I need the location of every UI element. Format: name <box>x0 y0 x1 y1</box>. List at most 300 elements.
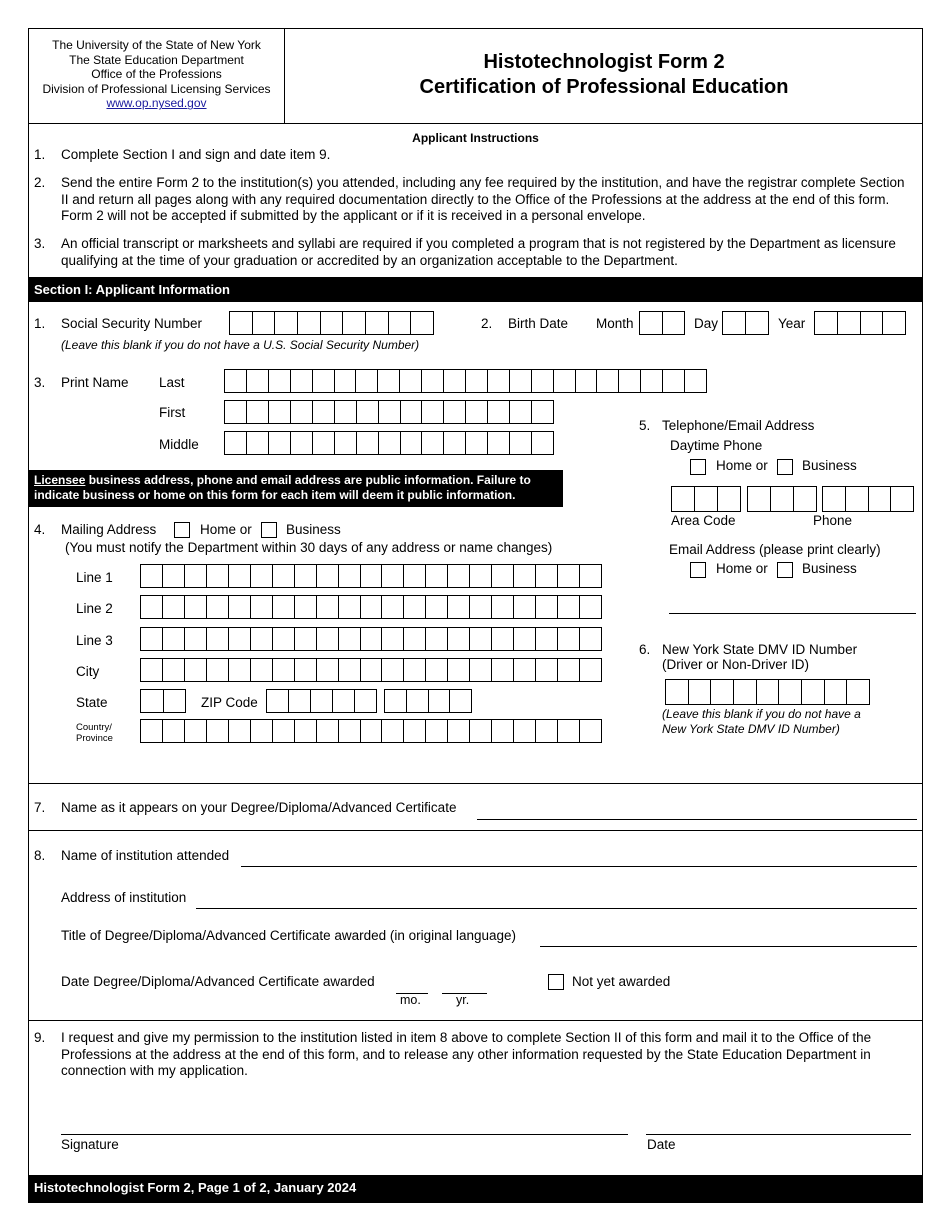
phone-home-checkbox[interactable] <box>690 459 706 475</box>
char-box[interactable] <box>295 628 317 650</box>
char-box[interactable] <box>558 628 580 650</box>
char-box[interactable] <box>361 628 383 650</box>
char-box[interactable] <box>802 680 825 704</box>
char-box[interactable] <box>404 565 426 587</box>
char-box[interactable] <box>247 401 269 423</box>
char-box[interactable] <box>422 370 444 392</box>
char-box[interactable] <box>514 659 536 681</box>
char-box[interactable] <box>580 565 601 587</box>
degree-title-label: Title of Degree/Diploma/Advanced Certificate awarded (in original language) <box>61 928 516 943</box>
char-box[interactable] <box>339 720 361 742</box>
char-box[interactable] <box>532 432 553 454</box>
char-box[interactable] <box>273 565 295 587</box>
char-box[interactable] <box>251 565 273 587</box>
zip-plus4-input[interactable] <box>384 689 472 713</box>
char-box[interactable] <box>295 720 317 742</box>
char-box[interactable] <box>536 720 558 742</box>
char-box[interactable] <box>229 720 251 742</box>
char-box[interactable] <box>295 659 317 681</box>
char-box[interactable] <box>229 659 251 681</box>
char-box[interactable] <box>448 565 470 587</box>
char-box[interactable] <box>448 628 470 650</box>
char-box[interactable] <box>163 720 185 742</box>
ssn-input[interactable] <box>229 311 434 335</box>
char-box[interactable] <box>426 659 448 681</box>
zip-input[interactable] <box>266 689 377 713</box>
char-box[interactable] <box>488 432 510 454</box>
char-box[interactable] <box>339 659 361 681</box>
char-box[interactable] <box>313 401 335 423</box>
degree-name-input-line[interactable] <box>477 819 917 820</box>
char-box[interactable] <box>163 596 185 618</box>
country-label-line2: Province <box>76 733 113 744</box>
birth-date-label: Birth Date <box>508 316 569 331</box>
divider <box>28 1020 923 1021</box>
char-box[interactable] <box>225 401 247 423</box>
char-box[interactable] <box>229 565 251 587</box>
institution-name-input-line[interactable] <box>241 866 917 867</box>
char-box[interactable] <box>734 680 757 704</box>
email-business-label: Business <box>802 561 857 576</box>
address-line1-input[interactable] <box>140 564 602 588</box>
char-box[interactable] <box>379 432 401 454</box>
char-box[interactable] <box>492 596 514 618</box>
char-box[interactable] <box>404 596 426 618</box>
char-box[interactable] <box>317 659 339 681</box>
char-box[interactable] <box>335 401 357 423</box>
address-line1-label: Line 1 <box>76 570 113 585</box>
char-box[interactable] <box>580 596 601 618</box>
instructions-heading: Applicant Instructions <box>412 131 539 145</box>
char-box[interactable] <box>291 370 313 392</box>
area-code-input[interactable] <box>671 486 741 512</box>
char-box[interactable] <box>385 690 407 712</box>
char-box[interactable] <box>356 370 378 392</box>
middle-name-label: Middle <box>159 437 199 452</box>
char-box[interactable] <box>580 628 601 650</box>
item-num: 2. <box>481 316 493 331</box>
dmv-note-line1: (Leave this blank if you do not have a <box>662 707 861 721</box>
char-box[interactable] <box>532 401 553 423</box>
char-box[interactable] <box>695 487 718 511</box>
char-box[interactable] <box>492 628 514 650</box>
char-box[interactable] <box>514 628 536 650</box>
char-box[interactable] <box>339 628 361 650</box>
public-info-notice <box>29 470 563 507</box>
area-code-label: Area Code <box>671 513 736 528</box>
telephone-email-label: Telephone/Email Address <box>662 418 815 433</box>
char-box[interactable] <box>339 565 361 587</box>
first-name-label: First <box>159 405 186 420</box>
char-box[interactable] <box>407 690 429 712</box>
char-box[interactable] <box>357 401 379 423</box>
char-box[interactable] <box>321 312 344 334</box>
char-box[interactable] <box>426 565 448 587</box>
date-input-line[interactable] <box>646 1134 911 1135</box>
char-box[interactable] <box>378 370 400 392</box>
char-box[interactable] <box>207 659 229 681</box>
agency-block <box>29 29 285 123</box>
char-box[interactable] <box>514 596 536 618</box>
char-box[interactable] <box>313 370 335 392</box>
year-caption: yr. <box>456 993 470 1007</box>
char-box[interactable] <box>361 596 383 618</box>
char-box[interactable] <box>450 690 471 712</box>
birth-month-input[interactable] <box>639 311 685 335</box>
ssn-note: (Leave this blank if you do not have a U.S. Social Security Number) <box>61 338 420 352</box>
char-box[interactable] <box>470 659 492 681</box>
char-box[interactable] <box>379 401 401 423</box>
char-box[interactable] <box>663 370 685 392</box>
instruction-num: 3. <box>34 236 46 251</box>
char-box[interactable] <box>251 628 273 650</box>
char-box[interactable] <box>401 401 423 423</box>
char-box[interactable] <box>510 370 532 392</box>
char-box[interactable] <box>298 312 321 334</box>
char-box[interactable] <box>779 680 802 704</box>
char-box[interactable] <box>470 596 492 618</box>
email-business-checkbox[interactable] <box>777 562 793 578</box>
char-box[interactable] <box>488 401 510 423</box>
char-box[interactable] <box>718 487 740 511</box>
phone-label: Phone <box>813 513 853 528</box>
char-box[interactable] <box>207 720 229 742</box>
char-box[interactable] <box>404 628 426 650</box>
char-box[interactable] <box>185 565 207 587</box>
email-input-line[interactable] <box>669 613 916 614</box>
char-box[interactable] <box>757 680 780 704</box>
char-box[interactable] <box>554 370 576 392</box>
first-name-input[interactable] <box>224 400 554 424</box>
char-box[interactable] <box>711 680 734 704</box>
char-box[interactable] <box>663 312 685 334</box>
char-box[interactable] <box>444 432 466 454</box>
divider <box>28 123 923 124</box>
char-box[interactable] <box>422 401 444 423</box>
dmv-label <box>662 642 857 672</box>
char-box[interactable] <box>444 370 466 392</box>
item-num: 7. <box>34 800 46 815</box>
char-box[interactable] <box>466 401 488 423</box>
char-box[interactable] <box>536 659 558 681</box>
char-box[interactable] <box>422 432 444 454</box>
char-box[interactable] <box>510 432 532 454</box>
char-box[interactable] <box>333 690 355 712</box>
address-line2-input[interactable] <box>140 595 602 619</box>
state-label: State <box>76 695 108 710</box>
char-box[interactable] <box>558 565 580 587</box>
char-box[interactable] <box>141 565 163 587</box>
item-num: 8. <box>34 848 46 863</box>
item-num: 9. <box>34 1030 46 1045</box>
address-line2-label: Line 2 <box>76 601 113 616</box>
char-box[interactable] <box>883 312 905 334</box>
char-box[interactable] <box>536 565 558 587</box>
char-box[interactable] <box>514 565 536 587</box>
char-box[interactable] <box>382 596 404 618</box>
char-box[interactable] <box>273 628 295 650</box>
char-box[interactable] <box>389 312 412 334</box>
date-label: Date <box>647 1137 676 1152</box>
birth-day-input[interactable] <box>722 311 769 335</box>
degree-title-input-line[interactable] <box>540 946 917 947</box>
birth-year-input[interactable] <box>814 311 906 335</box>
footer-bar: Histotechnologist Form 2, Page 1 of 2, January 2024 <box>29 1175 922 1202</box>
char-box[interactable] <box>339 596 361 618</box>
not-yet-awarded-label: Not yet awarded <box>572 974 671 989</box>
char-box[interactable] <box>247 432 269 454</box>
country-input[interactable] <box>140 719 602 743</box>
char-box[interactable] <box>225 370 247 392</box>
mailing-home-checkbox[interactable] <box>174 522 190 538</box>
degree-name-label: Name as it appears on your Degree/Diploma/Advanced Certificate <box>61 800 457 815</box>
char-box[interactable] <box>470 720 492 742</box>
char-box[interactable] <box>444 401 466 423</box>
char-box[interactable] <box>597 370 619 392</box>
char-box[interactable] <box>253 312 276 334</box>
char-box[interactable] <box>357 432 379 454</box>
char-box[interactable] <box>269 370 291 392</box>
phone-home-label: Home or <box>716 458 768 473</box>
agency-url-link[interactable]: www.op.nysed.gov <box>106 96 207 111</box>
mailing-business-checkbox[interactable] <box>261 522 277 538</box>
char-box[interactable] <box>448 596 470 618</box>
char-box[interactable] <box>291 432 313 454</box>
char-box[interactable] <box>229 628 251 650</box>
instruction-text: An official transcript or marksheets and syllabi are required if you completed a program that is not registered by the Department as licensure qualifying at the time of your graduation or accredited by an organization acceptable to the Department. <box>61 236 896 268</box>
char-box[interactable] <box>532 370 554 392</box>
char-box[interactable] <box>815 312 838 334</box>
char-box[interactable] <box>558 659 580 681</box>
char-box[interactable] <box>317 565 339 587</box>
last-name-input[interactable] <box>224 369 707 393</box>
phone-business-checkbox[interactable] <box>777 459 793 475</box>
char-box[interactable] <box>251 596 273 618</box>
char-box[interactable] <box>317 628 339 650</box>
char-box[interactable] <box>580 659 601 681</box>
dmv-label-line2: (Driver or Non-Driver ID) <box>662 657 810 672</box>
dmv-note-line2: New York State DMV ID Number) <box>662 722 840 736</box>
char-box[interactable] <box>163 565 185 587</box>
char-box[interactable] <box>355 690 376 712</box>
birth-month-label: Month <box>596 316 634 331</box>
char-box[interactable] <box>382 628 404 650</box>
char-box[interactable] <box>429 690 451 712</box>
char-box[interactable] <box>404 720 426 742</box>
char-box[interactable] <box>141 596 163 618</box>
char-box[interactable] <box>846 487 869 511</box>
char-box[interactable] <box>794 487 816 511</box>
phone-prefix-input[interactable] <box>747 486 817 512</box>
agency-line: Office of the Professions <box>91 67 222 82</box>
char-box[interactable] <box>576 370 598 392</box>
char-box[interactable] <box>291 401 313 423</box>
middle-name-input[interactable] <box>224 431 554 455</box>
institution-address-label: Address of institution <box>61 890 187 905</box>
char-box[interactable] <box>580 720 601 742</box>
char-box[interactable] <box>185 659 207 681</box>
form-title-line2: Certification of Professional Education <box>419 76 789 98</box>
email-label: Email Address (please print clearly) <box>669 542 881 557</box>
instruction-num: 1. <box>34 147 46 162</box>
char-box[interactable] <box>230 312 253 334</box>
char-box[interactable] <box>335 432 357 454</box>
char-box[interactable] <box>640 312 663 334</box>
address-line3-input[interactable] <box>140 627 602 651</box>
char-box[interactable] <box>267 690 289 712</box>
signature-label: Signature <box>61 1137 119 1152</box>
char-box[interactable] <box>847 680 869 704</box>
char-box[interactable] <box>510 401 532 423</box>
char-box[interactable] <box>295 596 317 618</box>
char-box[interactable] <box>723 312 746 334</box>
char-box[interactable] <box>619 370 641 392</box>
char-box[interactable] <box>335 370 357 392</box>
char-box[interactable] <box>891 487 913 511</box>
char-box[interactable] <box>558 596 580 618</box>
char-box[interactable] <box>141 628 163 650</box>
char-box[interactable] <box>317 720 339 742</box>
divider <box>28 830 923 831</box>
form-title-line1: Histotechnologist Form 2 <box>483 51 725 73</box>
char-box[interactable] <box>470 565 492 587</box>
char-box[interactable] <box>361 659 383 681</box>
char-box[interactable] <box>488 370 510 392</box>
char-box[interactable] <box>247 370 269 392</box>
char-box[interactable] <box>141 659 163 681</box>
char-box[interactable] <box>448 659 470 681</box>
char-box[interactable] <box>185 720 207 742</box>
char-box[interactable] <box>164 690 186 712</box>
char-box[interactable] <box>404 659 426 681</box>
char-box[interactable] <box>536 596 558 618</box>
state-input[interactable] <box>140 689 186 713</box>
char-box[interactable] <box>861 312 884 334</box>
char-box[interactable] <box>225 432 247 454</box>
char-box[interactable] <box>207 596 229 618</box>
char-box[interactable] <box>466 370 488 392</box>
dmv-id-input[interactable] <box>665 679 870 705</box>
char-box[interactable] <box>426 596 448 618</box>
email-home-checkbox[interactable] <box>690 562 706 578</box>
char-box[interactable] <box>401 432 423 454</box>
signature-input-line[interactable] <box>61 1134 628 1135</box>
item-num: 5. <box>639 418 651 433</box>
address-line3-label: Line 3 <box>76 633 113 648</box>
char-box[interactable] <box>141 690 164 712</box>
char-box[interactable] <box>163 659 185 681</box>
char-box[interactable] <box>273 720 295 742</box>
char-box[interactable] <box>492 720 514 742</box>
char-box[interactable] <box>641 370 663 392</box>
char-box[interactable] <box>382 565 404 587</box>
city-input[interactable] <box>140 658 602 682</box>
char-box[interactable] <box>492 565 514 587</box>
char-box[interactable] <box>411 312 433 334</box>
char-box[interactable] <box>400 370 422 392</box>
char-box[interactable] <box>295 565 317 587</box>
char-box[interactable] <box>382 720 404 742</box>
char-box[interactable] <box>343 312 366 334</box>
agency-line: The University of the State of New York <box>52 38 261 52</box>
char-box[interactable] <box>251 659 273 681</box>
item-num: 3. <box>34 375 46 390</box>
char-box[interactable] <box>748 487 771 511</box>
char-box[interactable] <box>275 312 298 334</box>
divider <box>28 783 923 784</box>
char-box[interactable] <box>289 690 311 712</box>
char-box[interactable] <box>185 628 207 650</box>
char-box[interactable] <box>361 720 383 742</box>
char-box[interactable] <box>666 680 689 704</box>
char-box[interactable] <box>771 487 794 511</box>
char-box[interactable] <box>558 720 580 742</box>
char-box[interactable] <box>269 432 291 454</box>
char-box[interactable] <box>311 690 333 712</box>
char-box[interactable] <box>273 596 295 618</box>
char-box[interactable] <box>141 720 163 742</box>
char-box[interactable] <box>251 720 273 742</box>
mailing-home-label: Home or <box>200 522 252 537</box>
char-box[interactable] <box>366 312 389 334</box>
char-box[interactable] <box>492 659 514 681</box>
char-box[interactable] <box>685 370 706 392</box>
mailing-note: (You must notify the Department within 30 days of any address or name changes) <box>65 540 553 555</box>
char-box[interactable] <box>470 628 492 650</box>
char-box[interactable] <box>823 487 846 511</box>
birth-year-label: Year <box>778 316 806 331</box>
form-title <box>286 50 922 100</box>
char-box[interactable] <box>514 720 536 742</box>
char-box[interactable] <box>448 720 470 742</box>
char-box[interactable] <box>273 659 295 681</box>
char-box[interactable] <box>207 628 229 650</box>
char-box[interactable] <box>869 487 892 511</box>
phone-line-input[interactable] <box>822 486 914 512</box>
char-box[interactable] <box>825 680 848 704</box>
notice-text: business address, phone and email address are public information. Failure to indicate business or home on this form for each item will deem it public information. <box>34 473 531 502</box>
char-box[interactable] <box>229 596 251 618</box>
institution-address-input-line[interactable] <box>196 908 917 909</box>
char-box[interactable] <box>746 312 768 334</box>
char-box[interactable] <box>426 720 448 742</box>
char-box[interactable] <box>382 659 404 681</box>
char-box[interactable] <box>185 596 207 618</box>
char-box[interactable] <box>317 596 339 618</box>
birth-day-label: Day <box>694 316 719 331</box>
char-box[interactable] <box>426 628 448 650</box>
char-box[interactable] <box>672 487 695 511</box>
country-label-line1: Country/ <box>76 722 112 733</box>
char-box[interactable] <box>838 312 861 334</box>
char-box[interactable] <box>361 565 383 587</box>
char-box[interactable] <box>689 680 712 704</box>
item-num: 4. <box>34 522 46 537</box>
char-box[interactable] <box>207 565 229 587</box>
char-box[interactable] <box>466 432 488 454</box>
print-name-label: Print Name <box>61 375 129 390</box>
char-box[interactable] <box>163 628 185 650</box>
char-box[interactable] <box>313 432 335 454</box>
city-label: City <box>76 664 100 679</box>
char-box[interactable] <box>536 628 558 650</box>
not-yet-awarded-checkbox[interactable] <box>548 974 564 990</box>
dmv-note <box>662 707 861 737</box>
item-num: 1. <box>34 316 46 331</box>
mailing-business-label: Business <box>286 522 341 537</box>
char-box[interactable] <box>269 401 291 423</box>
instruction-text: Send the entire Form 2 to the institution(s) you attended, including any fee required by the institution, and have the registrar complete Section II and return all pages along with any required documentation directly to the Office of the Professions at the address at the end of this form. Form 2 will not be accepted if submitted by the applicant or if it is received in a personal envelope. <box>61 175 905 223</box>
